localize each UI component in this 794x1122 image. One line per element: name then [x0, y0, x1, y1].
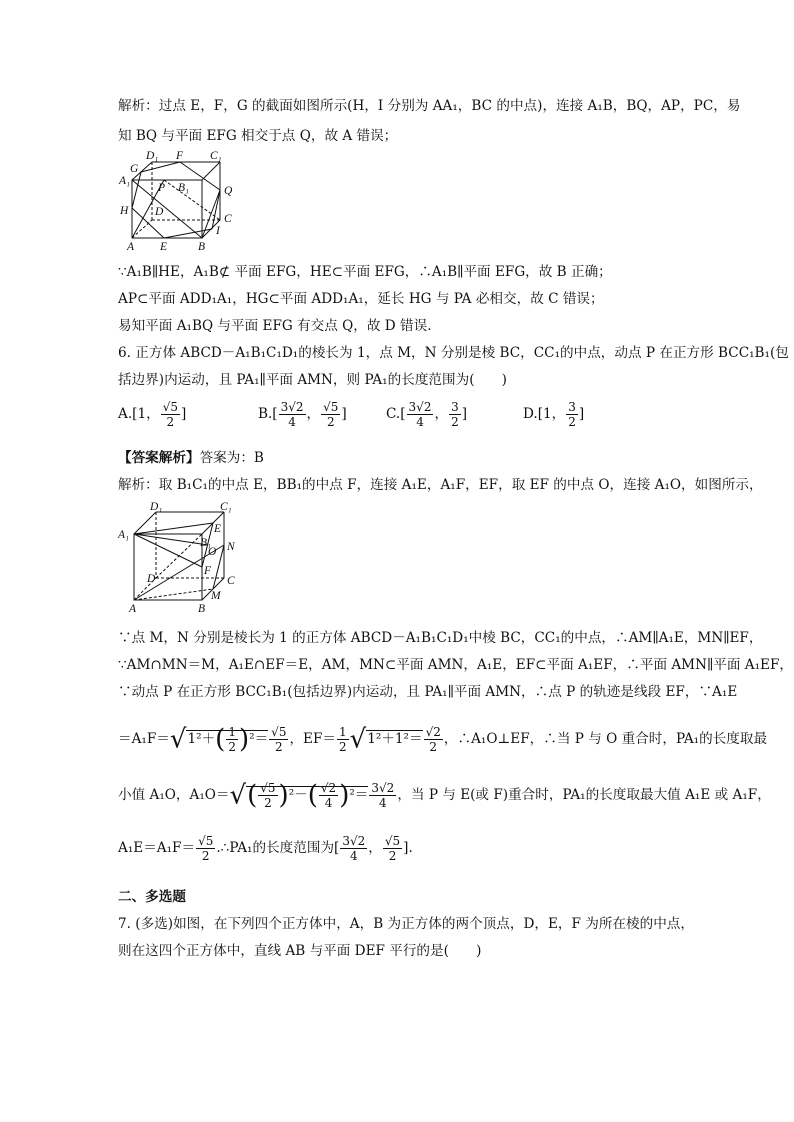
fig2-label-D1: D₁: [150, 501, 163, 513]
solution-6-line-4: ∵动点 P 在正方形 BCC₁B₁(包括边界)内运动，且 PA₁∥平面 AMN，∴点 P 的轨迹是线段 EF，∵A₁E: [118, 684, 738, 700]
fig1-label-H: H: [120, 205, 129, 217]
answer-text: 答案为：B: [199, 450, 264, 466]
fig2-label-A: A: [129, 603, 137, 615]
question-7-line-2: 则在这四个正方体中，直线 AB 与平面 DEF 平行的是( ): [118, 943, 482, 959]
section-heading-multiple-choice: 二、多选题: [118, 889, 186, 905]
solution-6-line-5: ＝A₁F＝√1²＋( $\frac{1}{2}$ )²＝ $\frac{√5}{2}$ ，EF＝ $\frac{1}{2}$ √1²＋1²＝ $\frac{√2}{2}$ ，∴A₁O⊥EF，∴当 P 与 O 重合时，PA₁的长度取最: [118, 724, 768, 755]
solution-line-3: ∵A₁B∥HE，A₁B⊄ 平面 EFG，HE⊂平面 EFG，∴A₁B∥平面 EFG，故 B 正确；: [118, 264, 612, 280]
fig2-label-E: E: [214, 523, 222, 535]
option-c: C.[ $\frac{3√2}{4}$ ， $\frac{3}{2}$ ]: [386, 400, 468, 429]
fig1-label-F: F: [176, 150, 184, 162]
fig1-label-I: I: [216, 225, 220, 237]
fig2-label-C1: C₁: [220, 501, 232, 513]
fig2-label-M: M: [211, 590, 221, 602]
fig1-label-C1: C₁: [210, 150, 222, 162]
answer-line: [118, 448, 264, 468]
fig2-label-D: D: [147, 573, 156, 585]
solution-line-4: AP⊂平面 ADD₁A₁，HG⊂平面 ADD₁A₁，延长 HG 与 PA 必相交，故 C 错误；: [118, 291, 604, 307]
solution-6-line-2: ∵点 M，N 分别是棱长为 1 的正方体 ABCD－A₁B₁C₁D₁中棱 BC，CC₁的中点，∴AM∥A₁E，MN∥EF，: [118, 630, 763, 646]
fig1-label-B: B: [198, 241, 206, 252]
fig1-label-C: C: [224, 213, 232, 225]
solution-6-line-1: 解析：取 B₁C₁的中点 E，BB₁的中点 F，连接 A₁E，A₁F，EF，取 EF 的中点 O，连接 A₁O，如图所示，: [118, 477, 763, 493]
solution-6-line-6: 小值 A₁O，A₁O＝√( $\frac{√5}{2}$ )²－( $\frac{√2}{4}$ )²＝ $\frac{3√2}{4}$ ，当 P 与 E(或 F)重合时，PA₁的长度取最大值 A₁E 或 A₁F，: [118, 780, 771, 811]
fig1-label-E: E: [160, 241, 168, 252]
fig1-label-A: A: [127, 241, 135, 252]
fig2-label-B1: B₁: [200, 537, 212, 549]
fig2-label-F: F: [204, 565, 212, 577]
fig2-label-B: B: [198, 603, 206, 615]
fig2-label-N: N: [227, 541, 235, 553]
fig2-label-C: C: [227, 575, 235, 587]
question-6-line-1: 6. 正方体 ABCD－A₁B₁C₁D₁的棱长为 1，点 M，N 分别是棱 BC，CC₁的中点，动点 P 在正方形 BCC₁B₁(包: [118, 345, 789, 361]
solution-line-5: 易知平面 A₁BQ 与平面 EFG 有交点 Q，故 D 错误.: [118, 318, 432, 334]
fig1-label-P: P: [158, 182, 166, 194]
fig1-label-A1: A₁: [119, 175, 131, 187]
option-b: B.[ $\frac{3√2}{4}$ ， $\frac{√5}{2}$ ]: [258, 400, 347, 429]
fig2-label-O: O: [208, 546, 217, 558]
fig2-label-A1: A₁: [118, 529, 130, 541]
fig1-label-B1: B₁: [178, 182, 190, 194]
solution-line-1: 解析：过点 E，F，G 的截面如图所示(H，I 分别为 AA₁，BC 的中点)，连接 A₁B，BQ，AP，PC，易: [118, 98, 741, 114]
question-6-line-2: 括边界)内运动，且 PA₁∥平面 AMN，则 PA₁的长度范围为( ): [118, 372, 507, 388]
fig1-label-G: G: [130, 163, 139, 175]
question-7-line-1: 7. (多选)如图，在下列四个正方体中，A，B 为正方体的两个顶点，D，E，F 为所在棱的中点，: [118, 916, 694, 932]
option-d: D.[1， $\frac{3}{2}$ ]: [523, 400, 585, 429]
cube-figure-1: [116, 150, 236, 256]
solution-line-2: 知 BQ 与平面 EFG 相交于点 Q，故 A 错误；: [118, 128, 398, 144]
fig1-label-Q: Q: [224, 185, 233, 197]
option-a: A.[1， $\frac{√5}{2}$ ]: [118, 400, 187, 429]
fig1-label-D: D: [155, 206, 164, 218]
solution-6-line-3: ∵AM∩MN＝M，A₁E∩EF＝E，AM，MN⊂平面 AMN，A₁E，EF⊂平面 A₁EF，∴平面 AMN∥平面 A₁EF，: [118, 657, 793, 673]
fig1-label-D1: D₁: [146, 150, 159, 162]
answer-label: 【答案解析】: [118, 450, 200, 466]
solution-6-line-7: A₁E＝A₁F＝ $\frac{√5}{2}$ .∴PA₁的长度范围为[ $\frac{3√2}{4}$ ， $\frac{√5}{2}$ ].: [118, 834, 413, 863]
cube-figure-2: [116, 500, 240, 620]
